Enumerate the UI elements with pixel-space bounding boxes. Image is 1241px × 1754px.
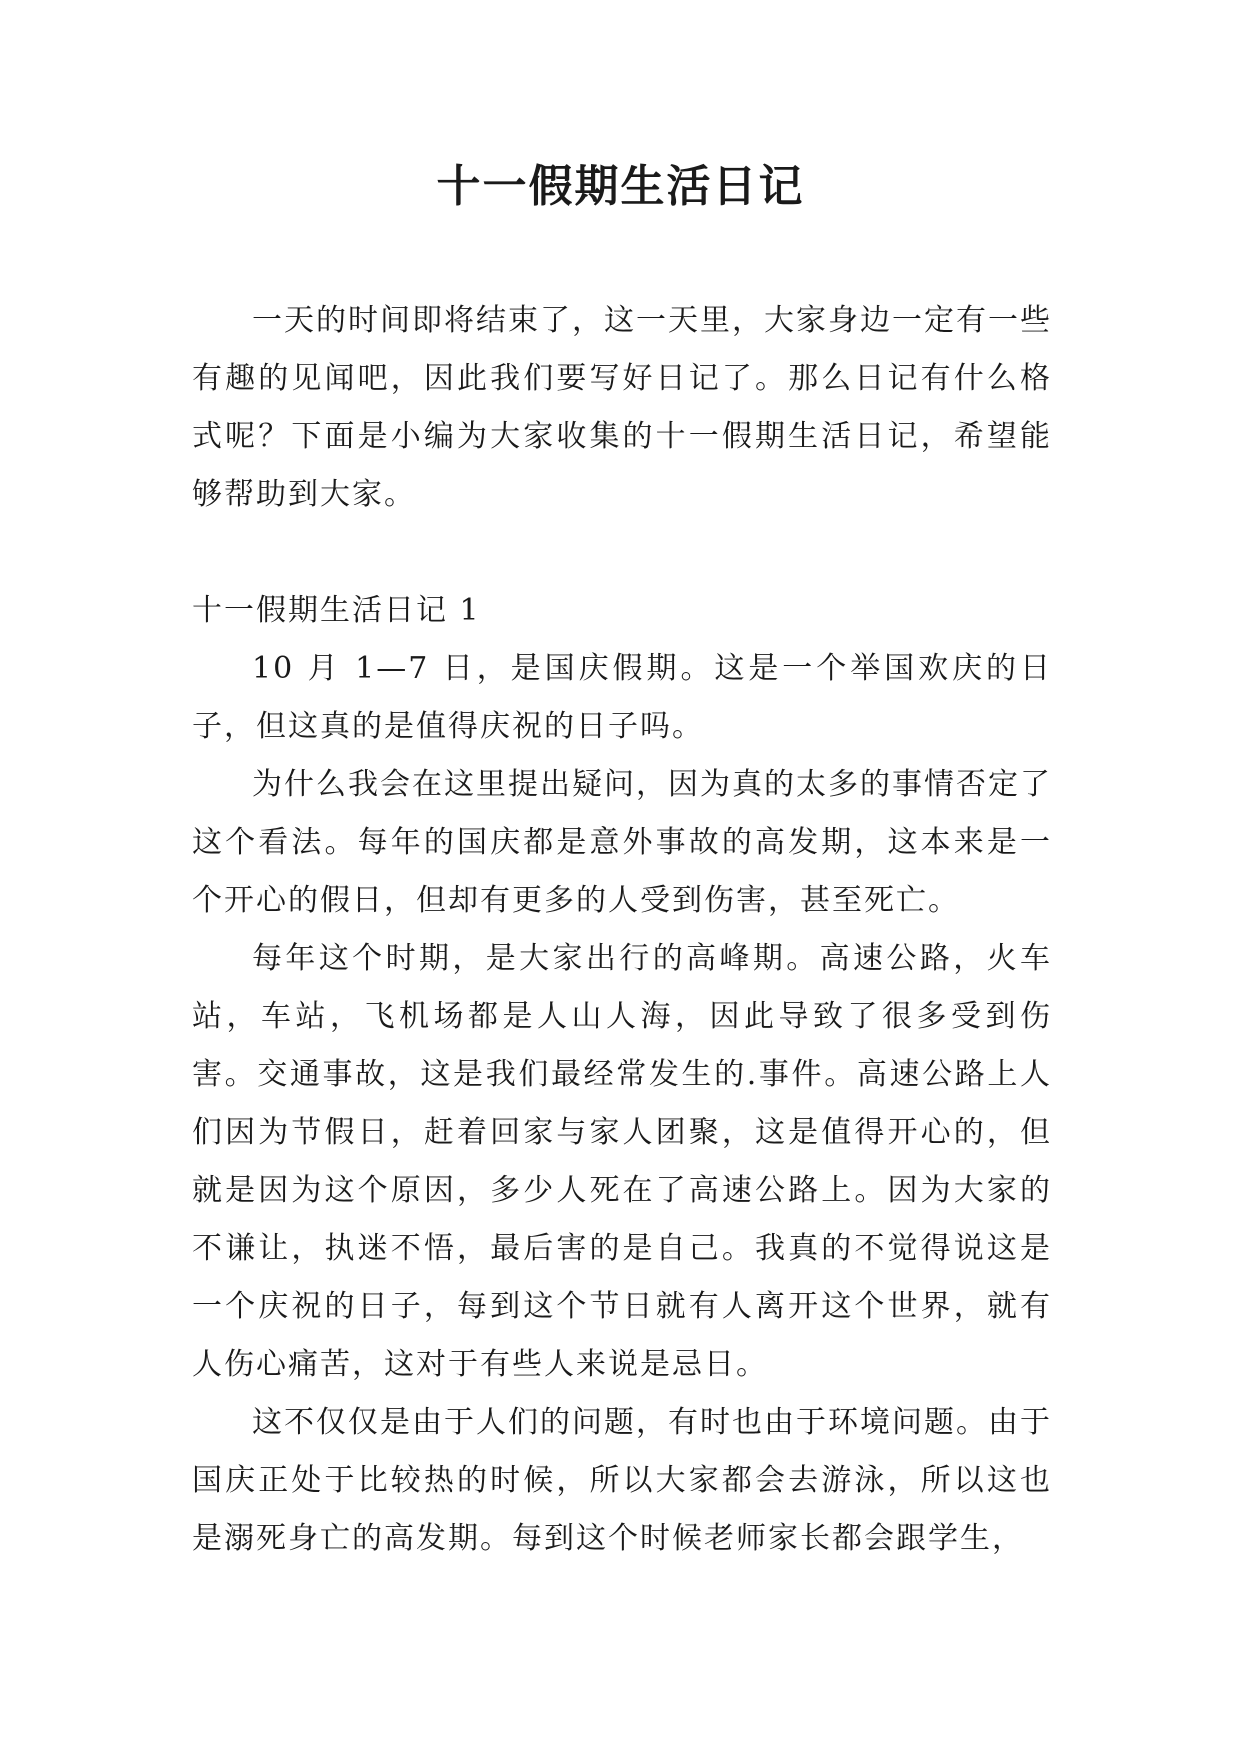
body-paragraph: 这不仅仅是由于人们的问题，有时也由于环境问题。由于国庆正处于比较热的时候，所以大家都会去游泳，所以这也是溺死身亡的高发期。每到这个时候老师家长都会跟学生，	[192, 1405, 1052, 1556]
document-body	[192, 292, 1052, 1568]
intro-paragraph: 一天的时间即将结束了，这一天里，大家身边一定有一些有趣的见闻吧，因此我们要写好日记了。那么日记有什么格式呢？下面是小编为大家收集的十一假期生活日记，希望能够帮助到大家。	[192, 303, 1052, 512]
body-paragraph: 每年这个时期，是大家出行的高峰期。高速公路，火车站，车站，飞机场都是人山人海，因此导致了很多受到伤害。交通事故，这是我们最经常发生的.事件。高速公路上人们因为节假日，赶着回家与家人团聚，这是值得开心的，但就是因为这个原因，多少人死在了高速公路上。因为大家的不谦让，执迷不悟，最后害的是自己。我真的不觉得说这是一个庆祝的日子，每到这个节日就有人离开这个世界，就有人伤心痛苦，这对于有些人来说是忌日。	[192, 941, 1052, 1382]
document-title: 十一假期生活日记	[436, 161, 805, 212]
section-heading: 十一假期生活日记 1	[192, 593, 481, 628]
body-paragraph: 10 月 1—7 日，是国庆假期。这是一个举国欢庆的日子，但这真的是值得庆祝的日子吗。	[192, 651, 1052, 744]
body-paragraph: 为什么我会在这里提出疑问，因为真的太多的事情否定了这个看法。每年的国庆都是意外事故的高发期，这本来是一个开心的假日，但却有更多的人受到伤害，甚至死亡。	[192, 767, 1052, 918]
